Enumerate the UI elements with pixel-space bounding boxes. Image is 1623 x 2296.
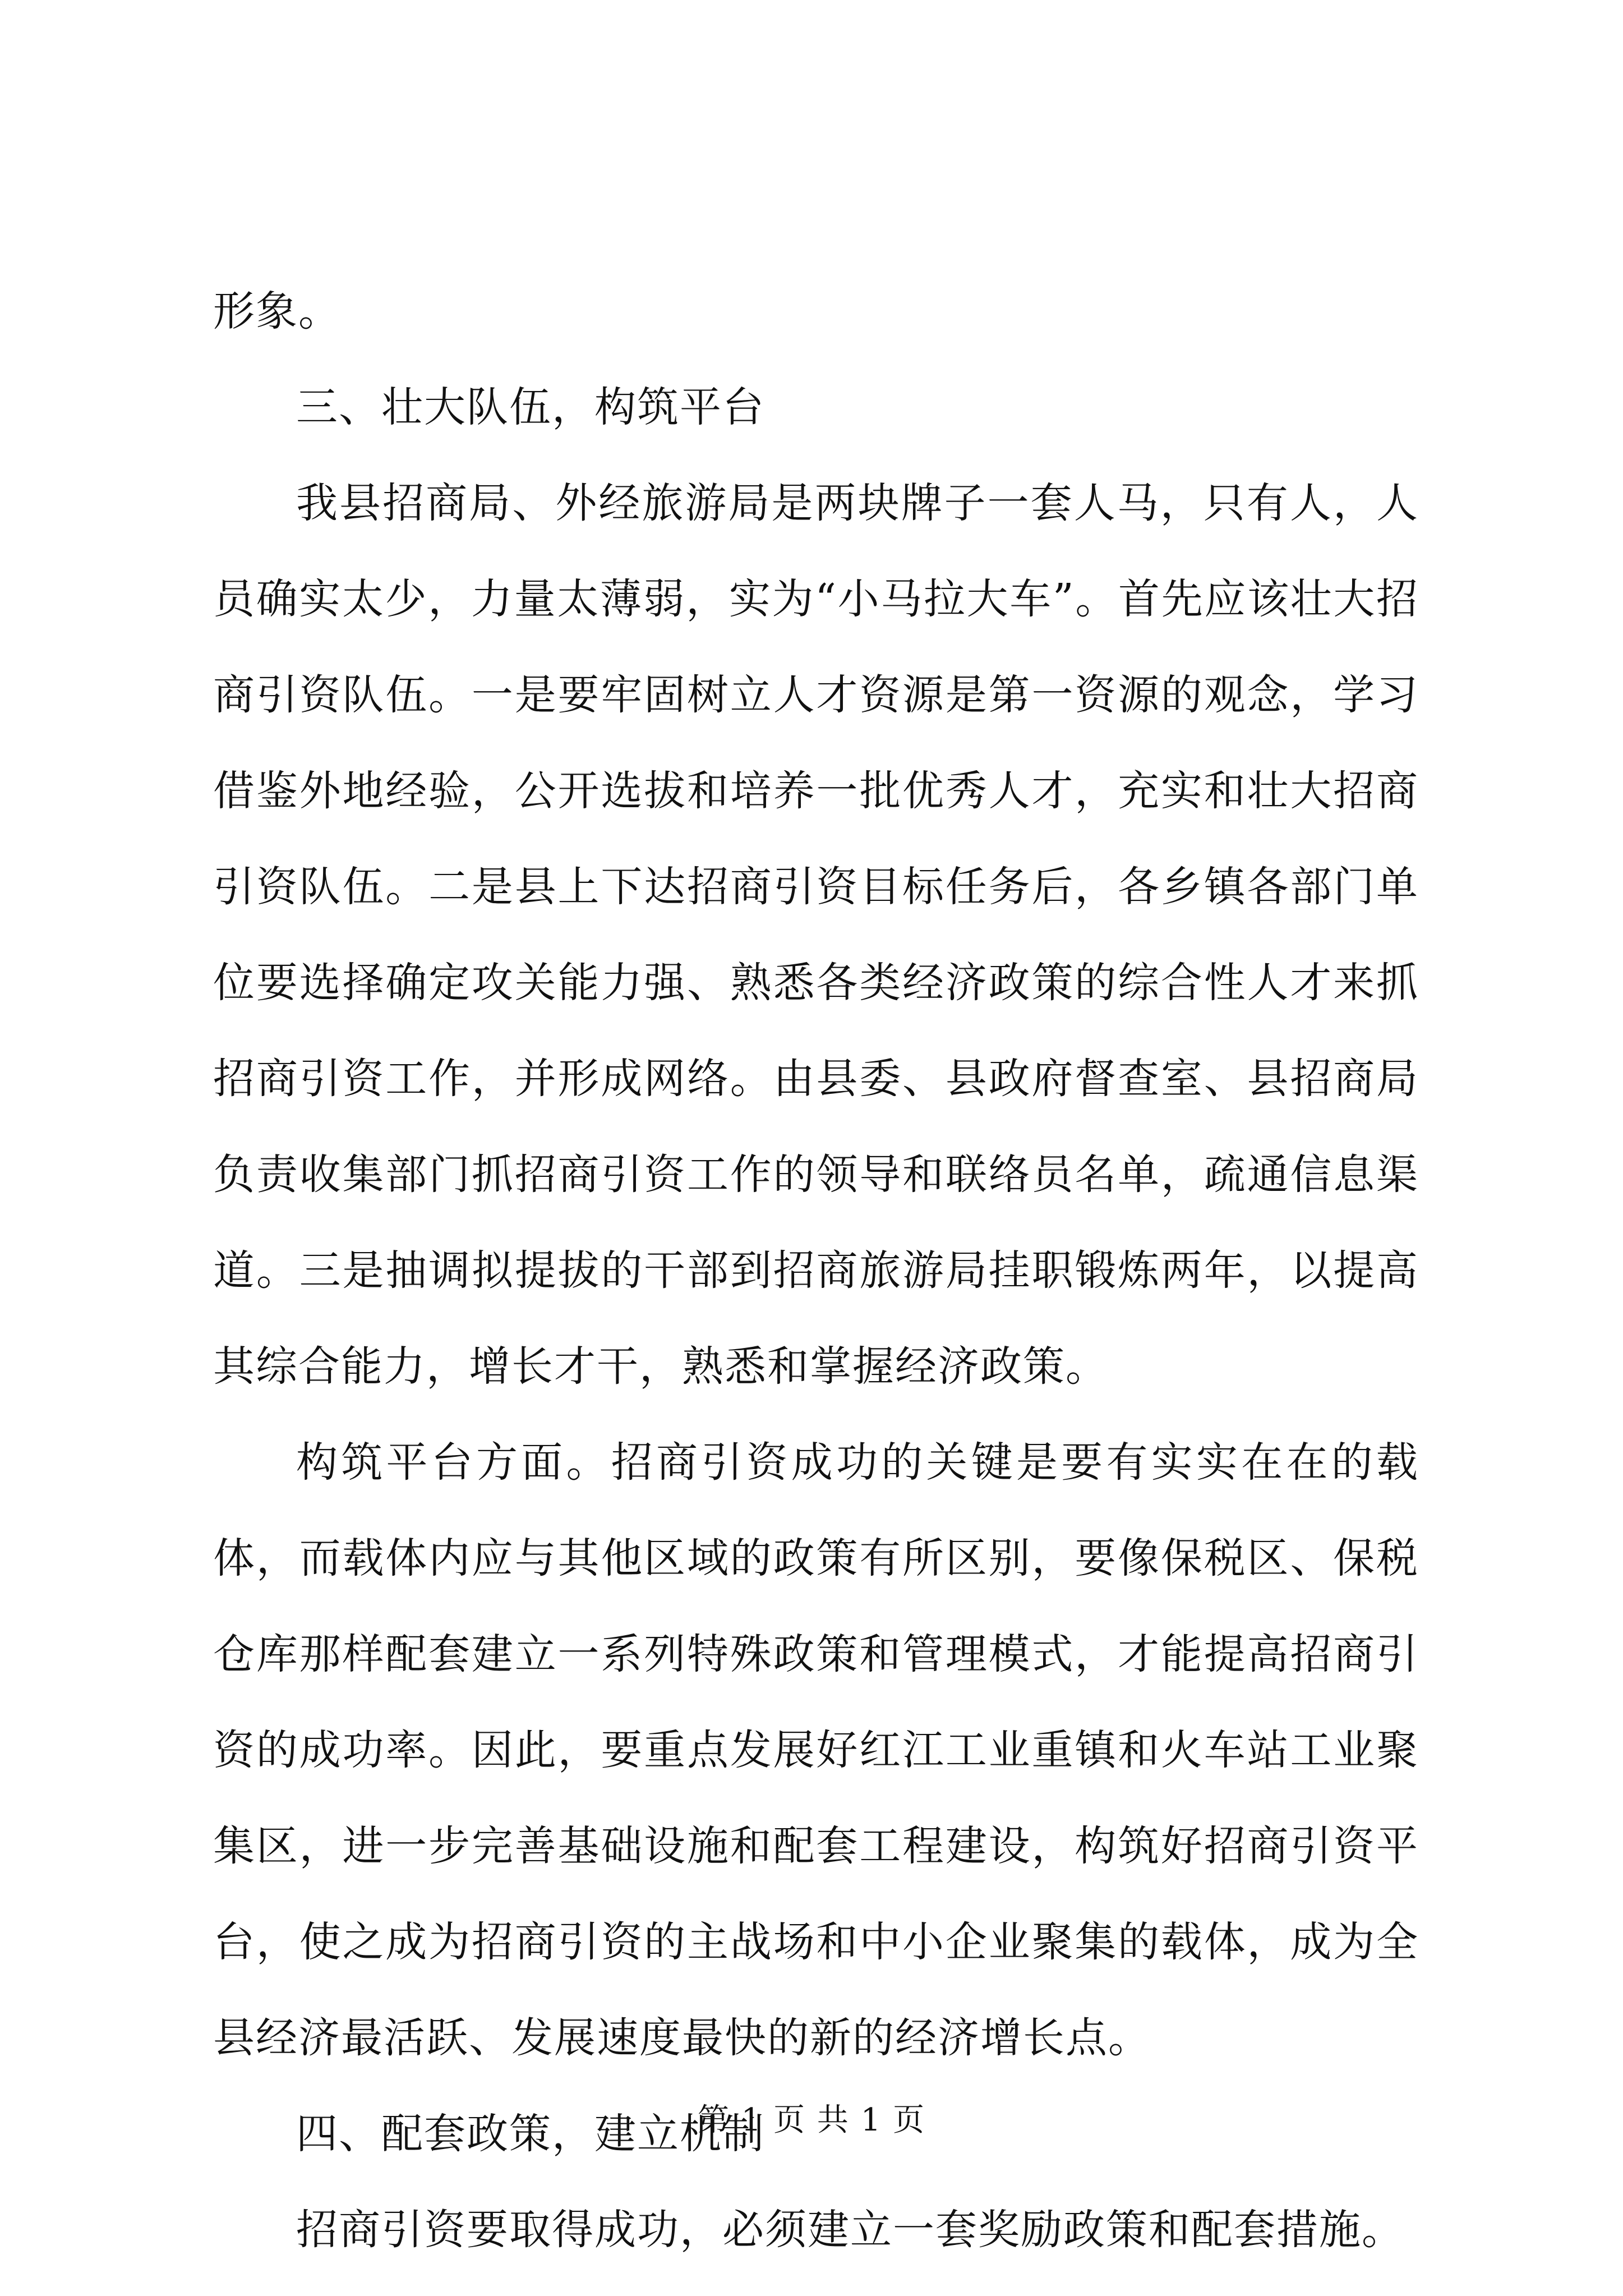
document-body	[213, 264, 1419, 2278]
paragraph-team-building: 我县招商局、外经旅游局是两块牌子一套人马，只有人，人员确实太少，力量太薄弱，实为“小马拉大车”。首先应该壮大招商引资队伍。一是要牢固树立人才资源是第一资源的观念，学习借鉴外地经验，公开选拔和培养一批优秀人才，充实和壮大招商引资队伍。二是县上下达招商引资目标任务后，各乡镇各部门单位要选择确定攻关能力强、熟悉各类经济政策的综合性人才来抓招商引资工作，并形成网络。由县委、县政府督查室、县招商局负责收集部门抓招商引资工作的领导和联络员名单，疏通信息渠道。三是抽调拟提拔的干部到招商旅游局挂职锻炼两年，以提高其综合能力，增长才干，熟悉和掌握经济政策。	[213, 479, 1419, 1391]
section-heading-3: 三、壮大队伍，构筑平台	[296, 383, 765, 431]
page-number-footer: 第 1 页 共 1 页	[697, 2102, 926, 2138]
paragraph-platform: 构筑平台方面。招商引资成功的关键是要有实实在在的载体，而载体内应与其他区域的政策有所区别，要像保税区、保税仓库那样配套建立一系列特殊政策和管理模式，才能提高招商引资的成功率。因此，要重点发展好红江工业重镇和火车站工业聚集区，进一步完善基础设施和配套工程建设，构筑好招商引资平台，使之成为招商引资的主战场和中小企业聚集的载体，成为全县经济最活跃、发展速度最快的新的经济增长点。	[213, 1438, 1419, 2062]
paragraph-continuation: 形象。	[213, 287, 341, 335]
section-heading-4: 四、配套政策，建立机制	[296, 2110, 765, 2158]
paragraph-policy: 招商引资要取得成功，必须建立一套奖励政策和配套措施。	[296, 2206, 1404, 2254]
